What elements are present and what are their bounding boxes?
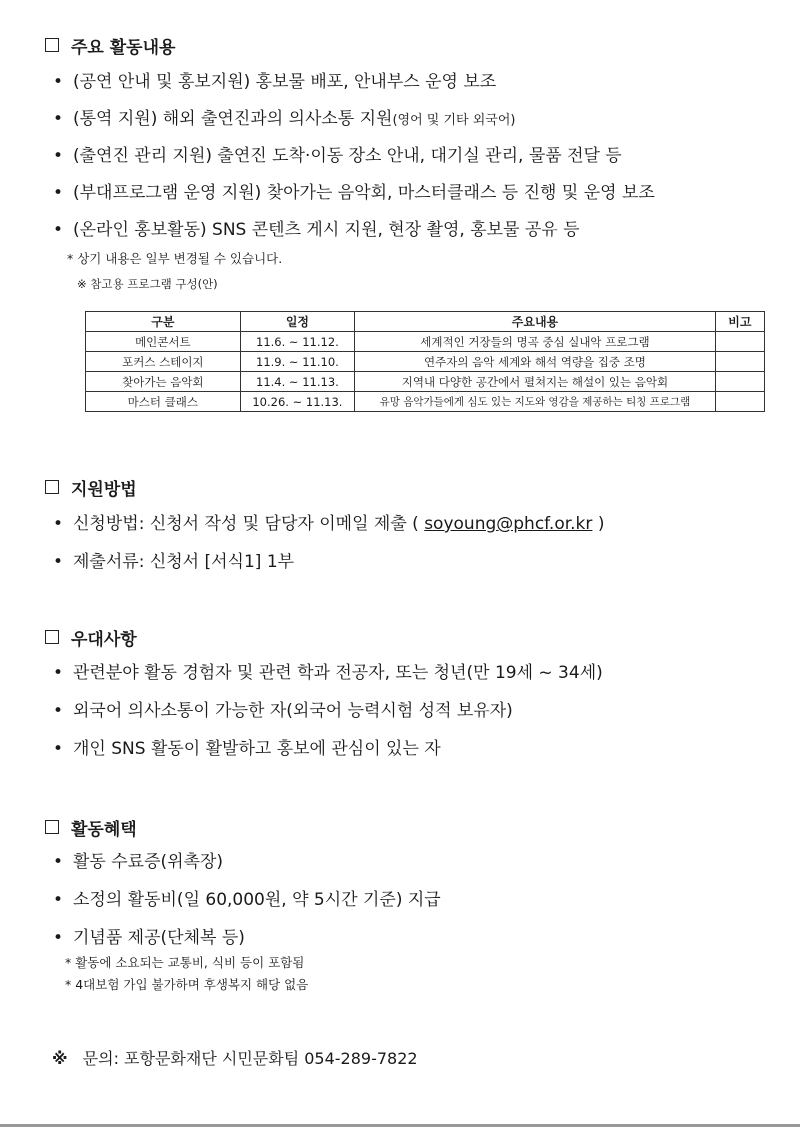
apply-list bbox=[45, 512, 775, 574]
table-header-cell: 주요내용 bbox=[355, 312, 716, 332]
table-header-cell: 비고 bbox=[715, 312, 764, 332]
list-item: • (출연진 관리 지원) 출연진 도착·이동 장소 안내, 대기실 관리, 물품 전달 등 bbox=[45, 144, 775, 168]
list-item: • (부대프로그램 운영 지원) 찾아가는 음악회, 마스터클래스 등 진행 및 운영 보조 bbox=[45, 181, 775, 205]
activities-heading-text: 주요 활동내용 bbox=[71, 37, 176, 58]
table-cell: 10.26. ~ 11.13. bbox=[240, 392, 355, 412]
apply-section bbox=[45, 475, 775, 499]
benefits-note: * 활동에 소요되는 교통비, 식비 등이 포함됨 bbox=[65, 955, 305, 970]
preference-heading-text: 우대사항 bbox=[71, 629, 137, 650]
contact-footer bbox=[52, 1046, 418, 1069]
benefits-note: * 4대보험 가입 불가하며 후생복지 해당 없음 bbox=[65, 977, 309, 992]
email-link[interactable]: soyoung@phcf.or.kr bbox=[424, 514, 593, 534]
apply-heading-text: 지원방법 bbox=[71, 479, 137, 500]
table-header-cell: 구분 bbox=[86, 312, 241, 332]
contact-text: 문의: 포항문화재단 시민문화팀 054-289-7822 bbox=[82, 1049, 418, 1068]
list-item: • 개인 SNS 활동이 활발하고 홍보에 관심이 있는 자 bbox=[45, 737, 775, 761]
table-cell bbox=[715, 352, 764, 372]
table-cell bbox=[715, 392, 764, 412]
list-item: • 기념품 제공(단체복 등) bbox=[45, 926, 775, 950]
table-cell: 세계적인 거장들의 명곡 중심 실내악 프로그램 bbox=[355, 332, 716, 352]
table-row bbox=[86, 392, 765, 412]
apply-heading bbox=[45, 475, 775, 499]
program-table bbox=[85, 311, 765, 412]
table-cell: 11.9. ~ 11.10. bbox=[240, 352, 355, 372]
table-cell: 11.6. ~ 11.12. bbox=[240, 332, 355, 352]
table-cell bbox=[715, 332, 764, 352]
reference-title: ※ 참고용 프로그램 구성(안) bbox=[77, 277, 218, 291]
checkbox-icon bbox=[45, 630, 59, 644]
scan-edge-line bbox=[0, 1124, 800, 1127]
checkbox-icon bbox=[45, 38, 59, 52]
activities-note: * 상기 내용은 일부 변경될 수 있습니다. bbox=[67, 251, 283, 266]
table-cell: 메인콘서트 bbox=[86, 332, 241, 352]
table-row bbox=[86, 332, 765, 352]
checkbox-icon bbox=[45, 820, 59, 834]
benefits-heading bbox=[45, 815, 775, 839]
benefits-heading-text: 활동혜택 bbox=[71, 819, 137, 840]
benefits-list bbox=[45, 850, 775, 994]
table-cell: 포커스 스테이지 bbox=[86, 352, 241, 372]
list-item: • (공연 안내 및 홍보지원) 홍보물 배포, 안내부스 운영 보조 bbox=[45, 70, 775, 94]
list-item: • (온라인 홍보활동) SNS 콘텐츠 게시 지원, 현장 촬영, 홍보물 공유 등 bbox=[45, 218, 775, 242]
checkbox-icon bbox=[45, 480, 59, 494]
table-cell bbox=[715, 372, 764, 392]
list-item: • 신청방법: 신청서 작성 및 담당자 이메일 제출 ( soyoung@phcf.or.kr ) bbox=[45, 512, 775, 536]
list-item: • 관련분야 활동 경험자 및 관련 학과 전공자, 또는 청년(만 19세 ~ 34세) bbox=[45, 661, 775, 685]
list-item: • 소정의 활동비(일 60,000원, 약 5시간 기준) 지급 bbox=[45, 888, 775, 912]
preference-section bbox=[45, 625, 775, 649]
table-cell: 찾아가는 음악회 bbox=[86, 372, 241, 392]
table-header-row bbox=[86, 312, 765, 332]
table-cell: 유망 음악가들에게 심도 있는 지도와 영감을 제공하는 티칭 프로그램 bbox=[355, 392, 716, 412]
list-item: • 외국어 의사소통이 가능한 자(외국어 능력시험 성적 보유자) bbox=[45, 699, 775, 723]
activities-list bbox=[45, 70, 775, 292]
table-cell: 마스터 클래스 bbox=[86, 392, 241, 412]
table-header-cell: 일정 bbox=[240, 312, 355, 332]
table-cell: 지역내 다양한 공간에서 펼쳐지는 해설이 있는 음악회 bbox=[355, 372, 716, 392]
table-cell: 11.4. ~ 11.13. bbox=[240, 372, 355, 392]
list-item: • 활동 수료증(위촉장) bbox=[45, 850, 775, 874]
preference-heading bbox=[45, 625, 775, 649]
list-item: • 제출서류: 신청서 [서식1] 1부 bbox=[45, 550, 775, 574]
activities-heading bbox=[45, 33, 775, 57]
preference-list bbox=[45, 661, 775, 761]
benefits-section bbox=[45, 815, 775, 839]
list-item: • (통역 지원) 해외 출연진과의 의사소통 지원(영어 및 기타 외국어) bbox=[45, 107, 775, 131]
activities-section bbox=[45, 33, 775, 57]
table-cell: 연주자의 음악 세계와 해석 역량을 집중 조명 bbox=[355, 352, 716, 372]
table-row bbox=[86, 372, 765, 392]
reference-mark-icon: ※ bbox=[52, 1049, 68, 1068]
table-row bbox=[86, 352, 765, 372]
